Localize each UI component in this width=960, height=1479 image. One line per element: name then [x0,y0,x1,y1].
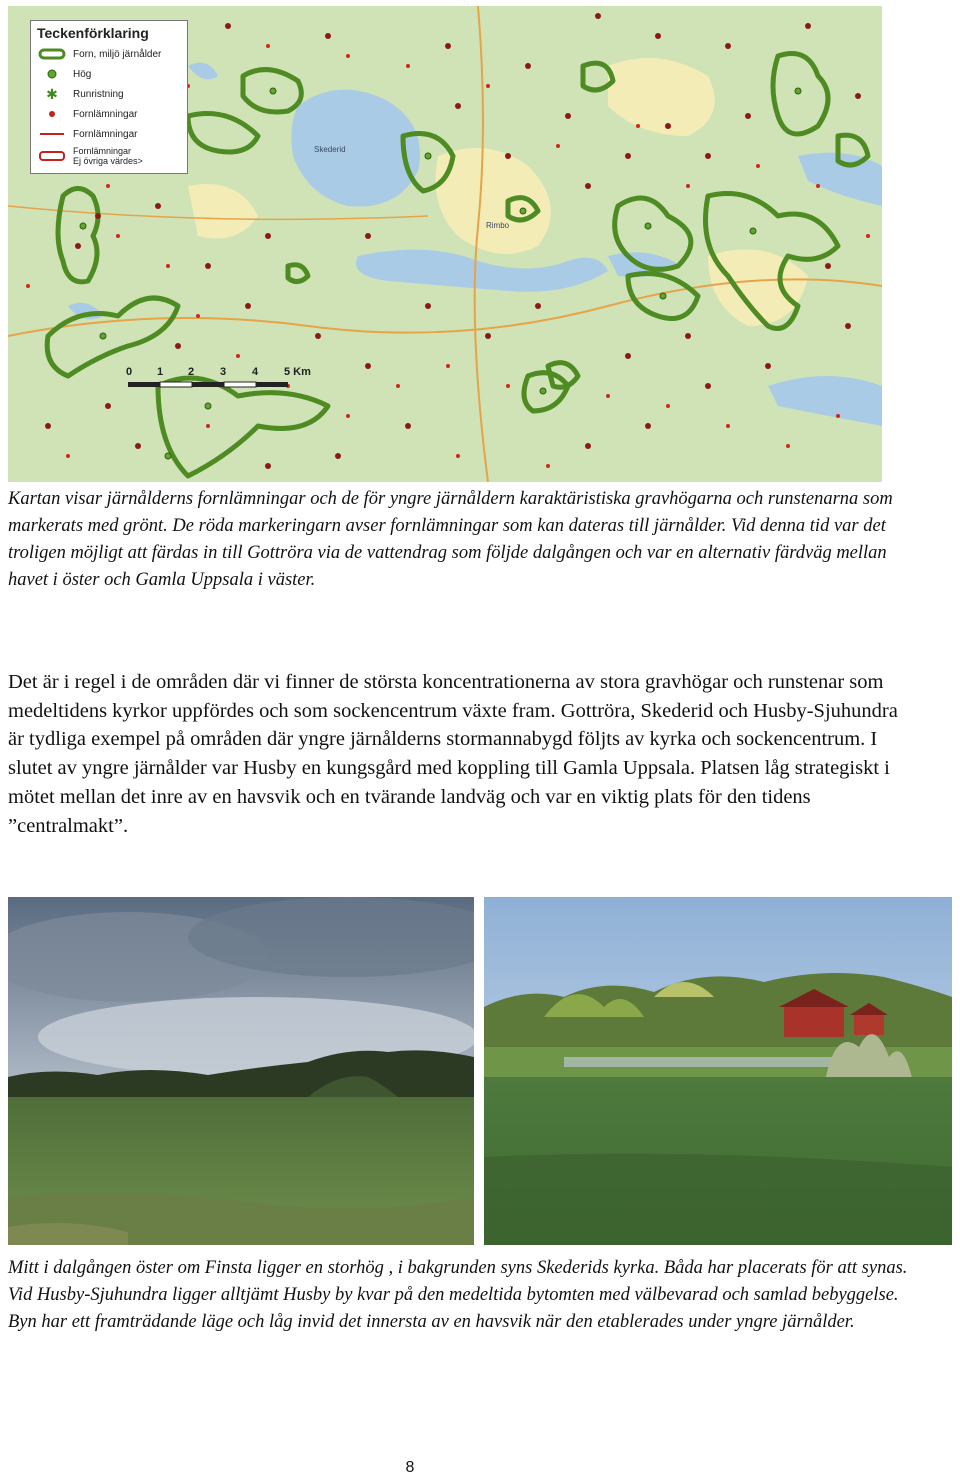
green-outline-icon [37,47,67,61]
page-number: 8 [405,1459,415,1476]
body-text [8,668,908,840]
legend-label: Fornlämningar [73,108,138,120]
photo-caption [8,1255,908,1336]
body-paragraph: Det är i regel i de områden där vi finner de största koncentrationerna av stora gravhögar och runstenar som medeltidens kyrkor uppfördes och som sockencentrum växte fram. Gottröra, Skederid och Husby-Sjuhundra är tydliga exempel på områden där yngre järnålderns stormannabygd följts av kyrka och sockencentrum. I slutet av yngre järnålder var Husby en kungsgård med koppling till Gamla Uppsala. Platsen låg strategiskt i mötet mellan det inre av en havsvik och en tvärande landväg och var en viktig plats för den tidens ”centralmakt”. [8,671,898,837]
red-dot-icon [37,107,67,121]
legend-label: Runristning [73,88,124,100]
legend-item [31,84,187,104]
photo-husby-sjuhundra [484,897,952,1245]
legend-title: Teckenförklaring [37,25,149,41]
scale-tick: 2 [188,366,195,378]
legend-item [31,64,187,84]
red-line-icon [37,127,67,141]
scale-tick: 4 [252,366,259,378]
scale-tick: 1 [157,366,164,378]
map-legend [30,20,188,174]
legend-label: Fornlämningar Ej övriga värdes> [73,146,143,166]
archaeological-map [8,6,882,482]
legend-item [31,124,187,144]
red-outline-icon [37,149,67,163]
legend-item [31,104,187,124]
scale-tick: 0 [126,366,133,378]
legend-item [31,44,187,64]
scale-bar-line [128,381,308,389]
legend-label: Forn​, miljö järnålder [73,48,162,60]
map-caption [8,486,908,594]
photo-storhog-finsta [8,897,474,1245]
scale-tick: 5 Km [284,366,311,378]
green-dot-icon [37,67,67,81]
legend-item [31,144,187,168]
place-label-skederid: Skederid [314,145,346,154]
photo-caption-text: Mitt i dalgången öster om Finsta ligger en storhög , i bakgrunden syns Skederids kyrka. Båda har placerats för att synas. Vid Husby-Sjuhundra ligger alltjämt Husby by kvar på den medeltida bytomten med välbevarad och samlad bebyggelse. Byn har ett framträdande läge och låg invid det innersta av en havsvik när den etablerades under yngre järnålder. [8,1258,908,1332]
legend-label: Fornlämningar [73,128,138,140]
map-caption-text: Kartan visar järnålderns fornlämningar och de för yngre järnåldern karaktäristiska gravhögarna och runstenarna som markerats med grönt. De röda markeringarn avser fornlämningar som kan dateras till järnålder. Vid denna tid var det troligen möjligt att färdas in till Gottröra via de vattendrag som följde dalgången och var en alternativ färdväg mellan havet i öster och Gamla Uppsala i väster. [8,489,893,590]
scale-tick: 3 [220,366,227,378]
place-label-rimbo: Rimbo [486,221,510,230]
green-star-icon: ✱ [46,85,58,102]
legend-label: Hög [73,68,92,80]
